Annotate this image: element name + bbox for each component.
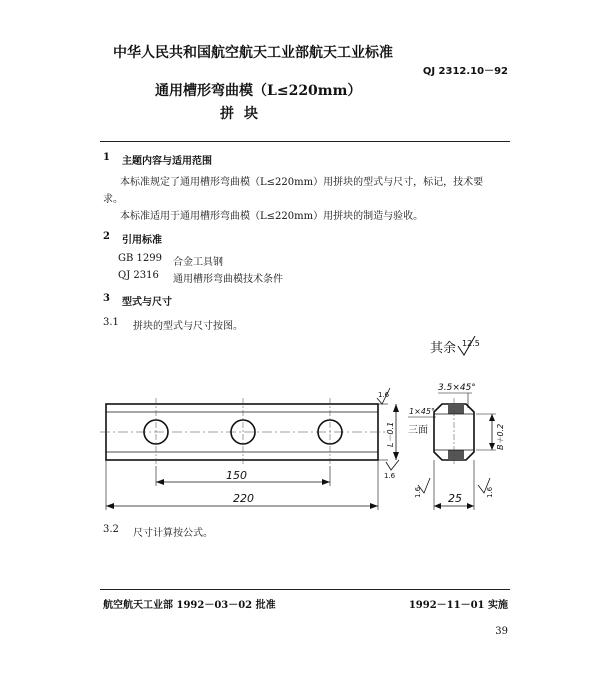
dimension-220: 220: [233, 492, 254, 505]
standard-title: 中华人民共和国航空航天工业部航天工业标准: [113, 45, 393, 61]
dimension-B: B＋0.2: [496, 423, 505, 450]
chamfer-side: 1×45°: [409, 407, 435, 416]
document-subtitle: 拼块: [220, 106, 268, 122]
roughness-value: 12.5: [462, 339, 480, 348]
section-3-number: 3: [103, 293, 110, 304]
roughness-value: 1.6: [486, 486, 494, 498]
roughness-note: 其余: [430, 341, 457, 356]
reference-title: 合金工具钢: [173, 257, 223, 268]
document-title: 通用槽形弯曲模（L≤220mm）: [155, 83, 362, 99]
section-1-paragraph-1-cont: 求。: [103, 194, 123, 205]
chamfer-top: 3.5×45°: [438, 383, 476, 393]
dimension-150: 150: [226, 469, 247, 482]
hole: [144, 398, 168, 466]
page-number: 39: [495, 626, 508, 637]
reference-title: 通用槽形弯曲模技术条件: [173, 274, 283, 285]
subsection-3-2-text: 尺寸计算按公式。: [133, 528, 213, 539]
implementation-date: 1992－11－01 实施: [408, 600, 508, 611]
subsection-3-1-number: 3.1: [103, 317, 119, 328]
approval-info: 航空航天工业部 1992－03－02 批准: [103, 600, 276, 611]
roughness-value: 1.6: [384, 472, 396, 480]
section-2-number: 2: [103, 231, 110, 242]
reference-code: GB 1299: [118, 253, 162, 264]
section-1-paragraph-1: 本标准规定了通用槽形弯曲模（L≤220mm）用拼块的型式与尺寸，标记，技术要: [120, 177, 484, 188]
section-2-title: 引用标准: [122, 235, 162, 246]
section-1-paragraph-2: 本标准适用于通用槽形弯曲模（L≤220mm）用拼块的制造与验收。: [120, 211, 424, 222]
subsection-3-2-number: 3.2: [103, 524, 119, 535]
part-drawing: [0, 330, 600, 520]
footer-rule: [100, 589, 510, 590]
roughness-value: 1.6: [378, 391, 390, 399]
section-1-title: 主题内容与适用范围: [122, 156, 212, 167]
standard-code: QJ 2312.10－92: [422, 66, 508, 77]
subsection-3-1-text: 拼块的型式与尺寸按图。: [133, 321, 243, 332]
dimension-length: L－0.1: [386, 421, 395, 447]
header-rule: [100, 141, 510, 142]
dimension-25: 25: [448, 492, 462, 505]
side-view: [434, 398, 474, 466]
roughness-value: 1.6: [414, 486, 422, 498]
reference-code: QJ 2316: [118, 270, 159, 281]
roughness-symbol-icon: [386, 460, 399, 470]
section-3-title: 型式与尺寸: [122, 297, 172, 308]
side-label: 三面: [408, 425, 428, 436]
section-1-number: 1: [103, 152, 110, 163]
